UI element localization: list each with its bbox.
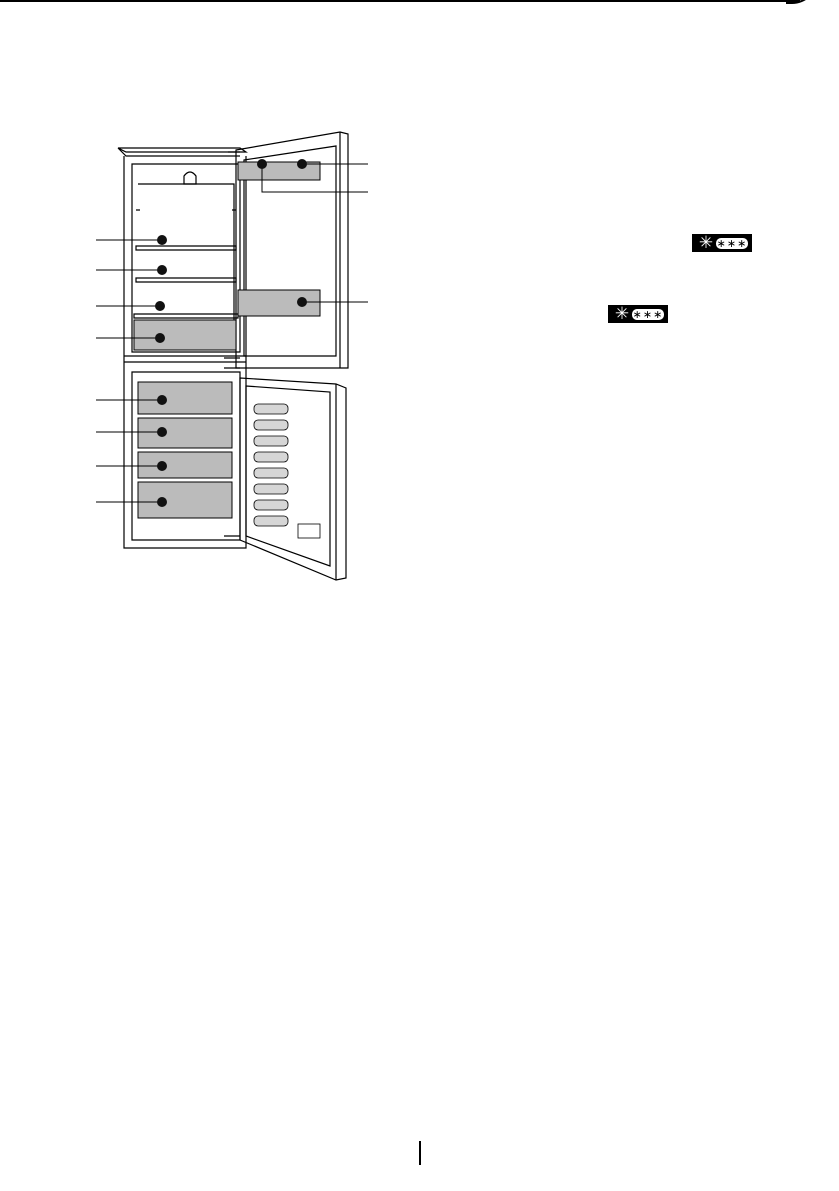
page-divider [419,1141,421,1165]
freezer-star-icon: ✳ [698,233,714,252]
door-shelf-top [238,162,320,180]
fridge-shelf-1 [136,246,236,250]
freezer-drawer-1 [138,382,232,414]
star-rating-icon: ∗∗∗ [716,236,748,250]
freezer-drawer-3 [138,452,232,478]
marker-3 [155,301,165,311]
marker-11 [297,297,307,307]
freezer-drawer-4 [138,482,232,518]
marker-4 [155,333,165,343]
marker-2 [157,265,167,275]
thermostat-icon [184,172,196,184]
star-rating-icon: ∗∗∗ [632,307,664,321]
marker-10 [297,159,307,169]
freezer-drawer-2 [138,418,232,448]
marker-9 [257,159,267,169]
door-shelf-bottom [238,290,320,316]
crisper-drawer [134,320,236,350]
marker-5 [157,395,167,405]
cabinet-top [118,148,246,156]
freezer-star-icon: ✳ [614,304,630,323]
fridge-shelf-2 [136,278,236,282]
marker-1 [157,235,167,245]
marker-7 [157,461,167,471]
freezer-star-rating-badge [692,234,752,252]
glass-shelf [134,314,238,318]
freezer-star-rating-badge [608,305,668,323]
marker-8 [157,497,167,507]
marker-6 [157,427,167,437]
